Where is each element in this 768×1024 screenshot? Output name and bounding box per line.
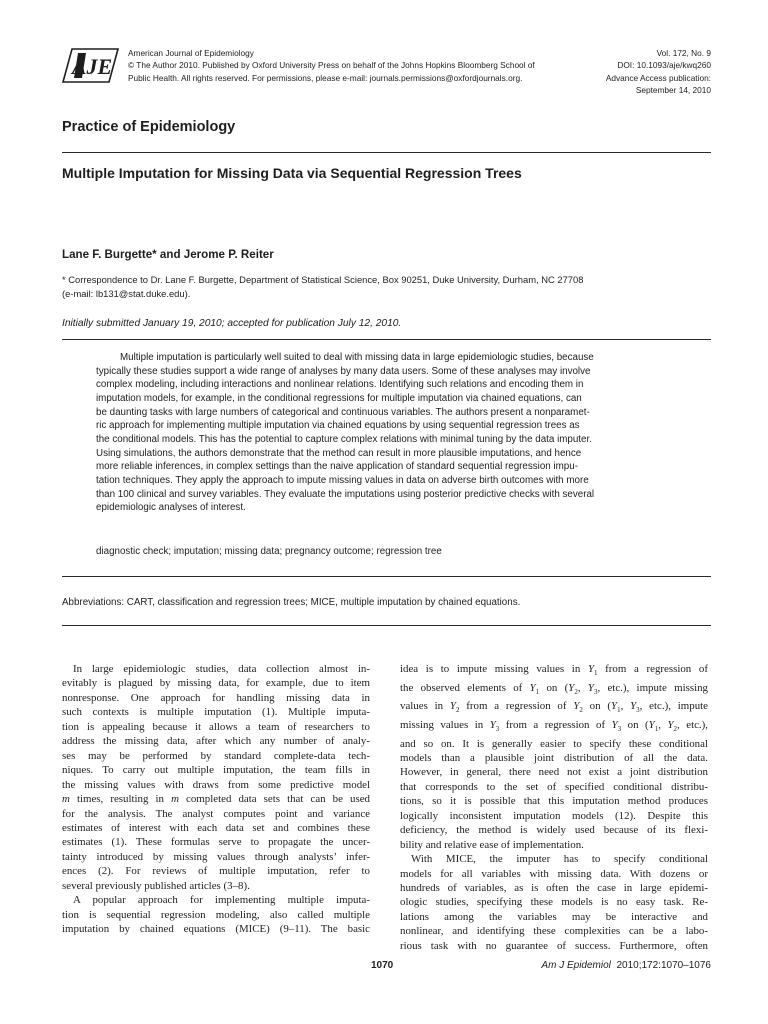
body-line: such contexts is multiple imputation (1). Multiple imputa- [62, 706, 370, 719]
abstract-line: Using simulations, the authors demonstrate that the method can result in more plausible imputations, and hence [96, 447, 582, 459]
abstract-line: Multiple imputation is particularly well suited to deal with missing data in large epidemiologic studies, because [120, 352, 594, 363]
body-line: for the analysis. The analyst computes point and variance [62, 807, 370, 820]
abstract-line: typically these studies support a wide range of analyses by many data users. Some of these analyses may involve [96, 365, 591, 377]
abstract-line: complex modeling, including interactions and nonlinear relations. Identifying such relations and encoding them in [96, 379, 584, 391]
body-line: address the missing data, after which any number of analy- [62, 735, 370, 748]
body-line: idea is to impute missing values in $Y_1$ from a regression of [400, 663, 708, 678]
section-heading: Practice of Epidemiology [62, 119, 236, 135]
abstract-line: ric approach for implementing multiple imputation via chained equations by using sequential regression trees as [96, 420, 580, 432]
footer-citation [541, 960, 711, 971]
body-line: rious task with no guarantee of success. Furthermore, often [400, 939, 708, 952]
abstract-bottom-divider [62, 576, 711, 577]
author-list: Lane F. Burgette* and Jerome P. Reiter [62, 248, 274, 261]
section-divider [62, 152, 711, 153]
body-line: missing values in $Y_3$ from a regression of $Y_3$ on ($Y_1$, $Y_2$, etc.), [400, 718, 708, 734]
body-line: estimates of interest with each data set and combines these [62, 821, 370, 834]
abstract-line: imputation models, for example, in the conditional regressions for multiple imputation via chained equations, can [96, 392, 582, 404]
body-column-left [62, 662, 370, 937]
correspondence-line: * Correspondence to Dr. Lane F. Burgette, Department of Statistical Science, Box 90251, Duke University, Durham, NC 27708 [62, 274, 584, 285]
body-line: With MICE, the imputer has to specify conditional [411, 853, 708, 866]
body-line: lations among the variables may be interactive and [400, 910, 708, 923]
abstract [96, 351, 686, 515]
copyright-line: © The Author 2010. Published by Oxford University Press on behalf of the Johns Hopkins Bloomberg School of [128, 60, 535, 71]
abbreviations-divider [62, 625, 711, 626]
body-line: estimates (1). These formulas serve to propagate the uncer- [62, 836, 370, 849]
abstract-line: more reliable inferences, in complex settings than the naive application of standard sequential regression impu- [96, 461, 578, 473]
body-line: hundreds of variables, as is often the case in large epidemi- [400, 882, 708, 895]
correspondence-email: (e-mail: lb131@stat.duke.edu). [62, 288, 191, 300]
page-number: 1070 [371, 960, 394, 971]
body-line: However, in general, there need not exist a joint distribution [400, 766, 708, 779]
body-line: the observed elements of $Y_1$ on ($Y_2$, $Y_3$, etc.), impute missing [400, 681, 708, 696]
body-line: imputation by chained equations (MICE) (9–11). The basic [62, 923, 370, 936]
body-line: and so on. It is generally easier to specify these conditional [400, 737, 708, 750]
body-line: In large epidemiologic studies, data collection almost in- [73, 663, 370, 675]
body-line: models than a plausible joint distribution of all the data. [400, 751, 708, 764]
abbreviations: Abbreviations: CART, classification and regression trees; MICE, multiple imputation by chained equations. [62, 597, 521, 608]
correspondence [62, 273, 722, 301]
article-title: Multiple Imputation for Missing Data via Sequential Regression Trees [62, 165, 522, 181]
keywords: diagnostic check; imputation; missing data; pregnancy outcome; regression tree [96, 546, 442, 557]
body-line: nonresponse. One approach for handling missing data in [62, 691, 370, 704]
abstract-line: tation techniques. They apply the approach to impute missing values in data on adverse birth outcomes with more [96, 474, 589, 486]
citation-numbers: 2010;172:1070–1076 [616, 960, 711, 971]
body-line: ses may be performed by standard complete-data tech- [62, 749, 370, 762]
body-line: deficiency, the method is widely used because of its flexi- [400, 824, 708, 837]
body-line: tion is appealing because it allows a team of researchers to [62, 720, 370, 733]
journal-abbrev: Am J Epidemiol [541, 960, 611, 971]
body-line: several previously published articles (3–8). [62, 879, 250, 892]
body-line: bility and relative ease of implementation. [400, 838, 584, 851]
body-line: tions, so it is possible that this imputation method produces [400, 795, 708, 808]
journal-name: American Journal of Epidemiology [128, 48, 254, 58]
publication-date: September 14, 2010 [635, 84, 711, 95]
issue-meta [606, 47, 711, 96]
body-line: that corresponds to the set of specified conditional distribu- [400, 780, 708, 793]
abstract-line: the conditional models. This has the potential to capture complex relations with minimal tuning by the data imputer. [96, 433, 592, 445]
body-line: nonlinear, and identifying these complexities can be a labo- [400, 925, 708, 938]
body-line: tion is sequential regression modeling, also called multiple [62, 908, 370, 921]
journal-info [128, 47, 558, 84]
body-line: tainty introduced by missing values through analysts’ infer- [62, 850, 370, 863]
abstract-line: than 100 clinical and survey variables. They evaluate the imputations using posterior predictive checks with several [96, 488, 595, 500]
body-line: evitably is plagued by missing data, for example, due to item [62, 677, 370, 690]
body-line: ences (2). For reviews of multiple imputation, refer to [62, 865, 370, 878]
abstract-line: be daunting tasks with large numbers of categorical and continuous variables. The authors present a nonparamet- [96, 406, 590, 418]
access-label: Advance Access publication: [605, 72, 711, 83]
body-line: A popular approach for implementing multiple imputa- [73, 894, 370, 907]
journal-logo [62, 47, 119, 84]
body-line: the missing values with draws from some predictive model [62, 778, 370, 791]
body-line: niques. To carry out multiple imputation, the team fills in [62, 764, 370, 777]
doi-info: DOI: 10.1093/aje/kwq260 [617, 60, 711, 71]
permissions-line: Public Health. All rights reserved. For permissions, please e-mail: journals.permissions@oxfordjournals.org. [128, 72, 523, 83]
body-line: m times, resulting in m completed data sets that can be used [62, 793, 370, 806]
abstract-line: epidemiologic analyses of interest. [96, 502, 246, 514]
submission-dates: Initially submitted January 19, 2010; accepted for publication July 12, 2010. [62, 318, 402, 329]
body-line: models for all variables with missing data. With dozens or [400, 867, 708, 880]
body-line: ologic studies, specifying these models is no easy task. Re- [400, 896, 708, 909]
aje-logo-icon [62, 47, 119, 84]
body-column-right [400, 662, 708, 953]
abstract-top-divider [62, 339, 711, 340]
volume-info: Vol. 172, No. 9 [656, 48, 711, 58]
logo-text: AJE [71, 54, 113, 79]
body-line: logically inconsistent imputation models (12). Despite this [400, 809, 708, 822]
body-line: values in $Y_2$ from a regression of $Y_2$ on ($Y_1$, $Y_3$, etc.), impute [400, 700, 708, 715]
